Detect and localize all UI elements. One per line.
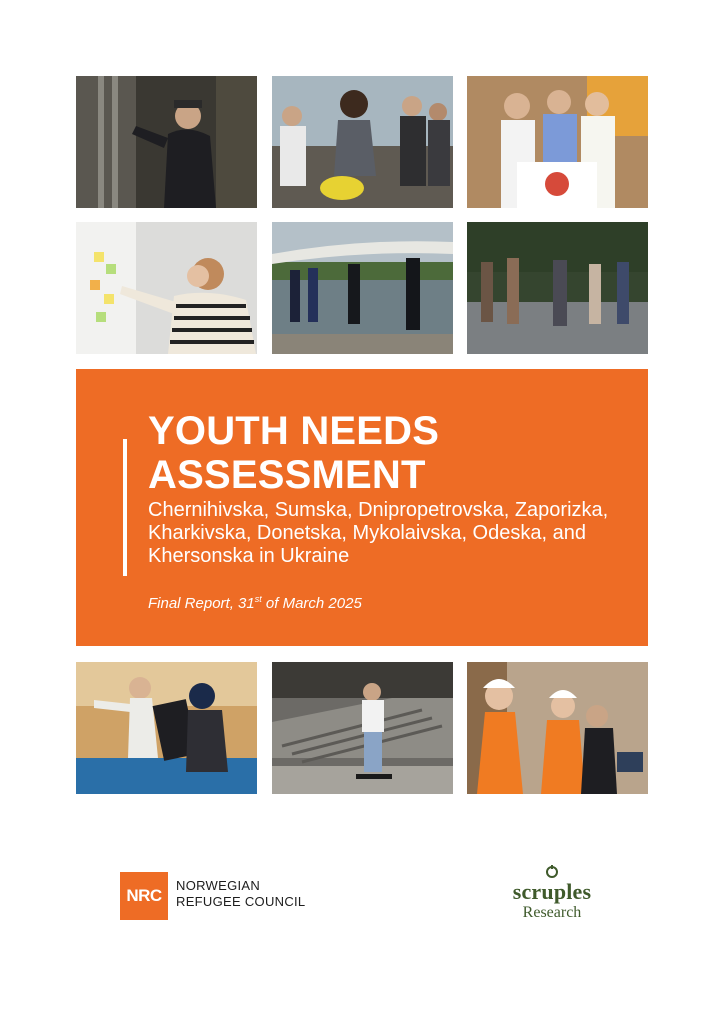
report-date: [148, 595, 362, 613]
nrc-logo-mark: NRC: [120, 872, 168, 920]
title-banner: [76, 369, 648, 646]
date-suffix: of March 2025: [261, 595, 362, 612]
scruples-line-2: Research: [522, 904, 582, 921]
photo-teens-roller-skates: [467, 222, 648, 354]
photo-boxing-training: [76, 662, 257, 794]
photo-youth-dancing: [272, 76, 453, 208]
photo-young-man-gate: [76, 76, 257, 208]
date-superscript: st: [254, 594, 262, 604]
date-prefix: Final Report, 31: [148, 595, 255, 612]
nrc-wordmark: [176, 878, 305, 910]
nrc-line-1: NORWEGIAN: [176, 878, 261, 893]
accent-bar: [123, 439, 127, 576]
title-line-1: YOUTH NEEDS: [148, 409, 440, 453]
title-line-2: ASSESSMENT: [148, 453, 426, 497]
photo-woman-sticky-notes: [76, 222, 257, 354]
report-title: [148, 409, 618, 497]
photo-rowers-carrying-boat: [272, 222, 453, 354]
photo-skateboarder: [272, 662, 453, 794]
nrc-line-2: REFUGEE COUNCIL: [176, 894, 306, 909]
scruples-line-1: scruples: [512, 879, 592, 904]
report-subtitle: Chernihivska, Sumska, Dnipropetrovska, Zaporizka, Kharkivska, Donetska, Mykolaivska, Odeska, and Khersonska in Ukraine: [148, 499, 609, 567]
scruples-research-logo: [497, 864, 607, 928]
photo-youth-hard-hats: [467, 662, 648, 794]
photo-girls-with-poster: [467, 76, 648, 208]
scruples-emblem-icon: [545, 864, 559, 880]
